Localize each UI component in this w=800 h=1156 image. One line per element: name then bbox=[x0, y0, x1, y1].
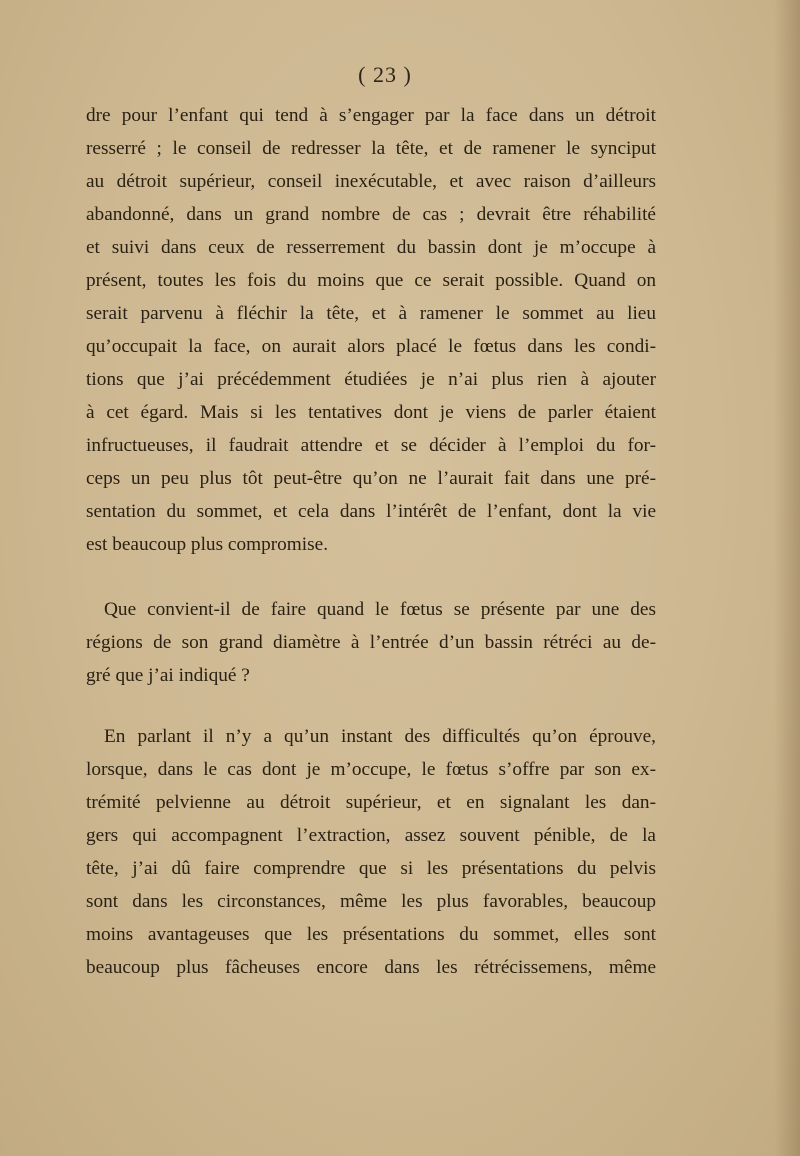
text-line: infructueuses, il faudrait attendre et se décider à l’emploi du for- bbox=[86, 435, 656, 456]
text-line: gré que j’ai indiqué ? bbox=[86, 665, 250, 686]
text-line: ceps un peu plus tôt peut-être qu’on ne l’aurait fait dans une pré- bbox=[86, 468, 656, 489]
text-line: serait parvenu à fléchir la tête, et à ramener le sommet au lieu bbox=[86, 303, 656, 324]
text-line: tions que j’ai précédemment étudiées je n’ai plus rien à ajouter bbox=[86, 369, 656, 390]
text-line: au détroit supérieur, conseil inexécutable, et avec raison d’ailleurs bbox=[86, 171, 656, 192]
text-line: moins avantageuses que les présentations du sommet, elles sont bbox=[86, 924, 656, 945]
text-line: beaucoup plus fâcheuses encore dans les rétrécissemens, même bbox=[86, 957, 656, 978]
text-line: gers qui accompagnent l’extraction, assez souvent pénible, de la bbox=[86, 825, 656, 846]
text-line: trémité pelvienne au détroit supérieur, et en signalant les dan- bbox=[86, 792, 656, 813]
text-line: lorsque, dans le cas dont je m’occupe, le fœtus s’offre par son ex- bbox=[86, 759, 656, 780]
text-line: est beaucoup plus compromise. bbox=[86, 534, 329, 555]
text-line: resserré ; le conseil de redresser la tête, et de ramener le synciput bbox=[86, 138, 656, 159]
text-line: En parlant il n’y a qu’un instant des difficultés qu’on éprouve, bbox=[104, 726, 656, 747]
text-line: sentation du sommet, et cela dans l’intérêt de l’enfant, dont la vie bbox=[86, 501, 656, 522]
text-line: sont dans les circonstances, même les plus favorables, beaucoup bbox=[86, 891, 656, 912]
paragraph-2 bbox=[86, 593, 656, 692]
text-line: Que convient-il de faire quand le fœtus se présente par une des bbox=[104, 599, 656, 620]
text-line: présent, toutes les fois du moins que ce serait possible. Quand on bbox=[86, 270, 656, 291]
page-number: ( 23 ) bbox=[358, 62, 412, 87]
text-line: abandonné, dans un grand nombre de cas ; devrait être réhabilité bbox=[86, 204, 656, 225]
text-line: tête, j’ai dû faire comprendre que si les présentations du pelvis bbox=[86, 858, 656, 879]
text-line: dre pour l’enfant qui tend à s’engager par la face dans un détroit bbox=[86, 105, 656, 126]
text-line: régions de son grand diamètre à l’entrée d’un bassin rétréci au de- bbox=[86, 632, 656, 653]
paragraph-3 bbox=[86, 720, 656, 984]
text-line: et suivi dans ceux de resserrement du bassin dont je m’occupe à bbox=[86, 237, 656, 258]
paragraph-1 bbox=[86, 99, 656, 561]
text-line: à cet égard. Mais si les tentatives dont je viens de parler étaient bbox=[86, 402, 656, 423]
text-line: qu’occupait la face, on aurait alors placé le fœtus dans les condi- bbox=[86, 336, 656, 357]
